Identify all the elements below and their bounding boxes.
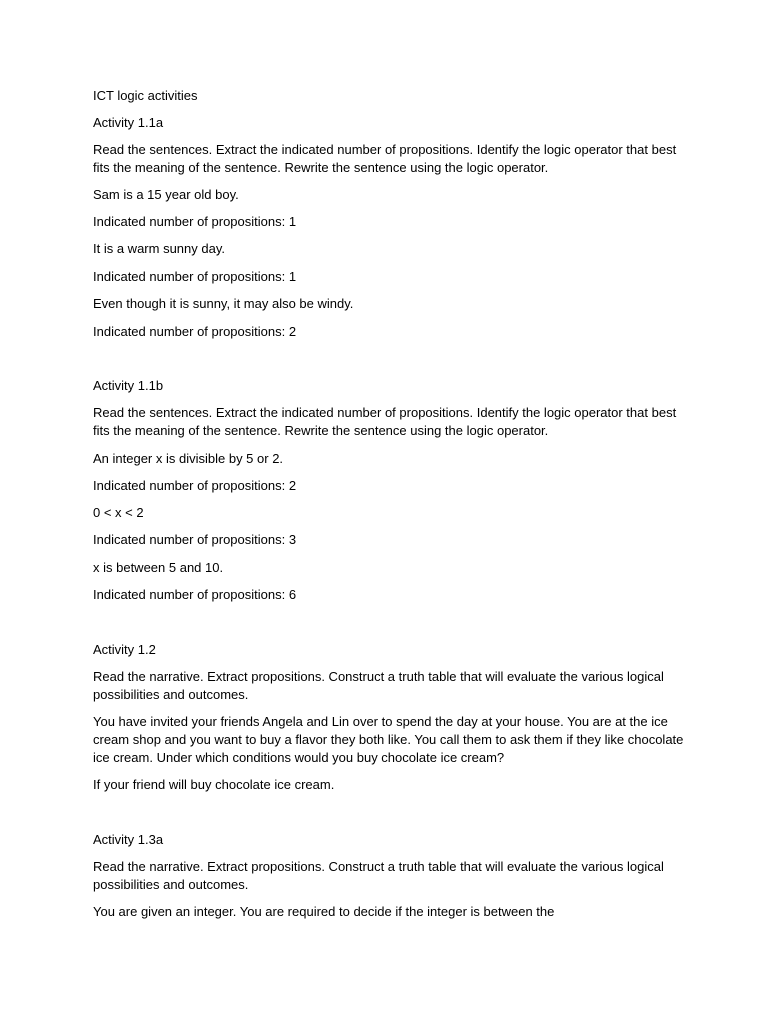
section-instructions-1-1a: Read the sentences. Extract the indicated number of propositions. Identify the logic operator that best fits the meaning of the sentence. Rewrite the sentence using the logic operator. [93,142,677,175]
section-instructions-1-3a: Read the narrative. Extract propositions. Construct a truth table that will evaluate the various logical possibilities and outcomes. [93,859,664,892]
section-heading-1-2: Activity 1.2 [93,642,156,657]
item-sentence-1-1a-2: It is a warm sunny day. [93,241,225,256]
document-title: ICT logic activities [93,88,198,103]
item-sentence-1-1b-2: 0 < x < 2 [93,505,144,520]
item-note-1-1a-3: Indicated number of propositions: 2 [93,324,297,339]
item-note-1-1a-2: Indicated number of propositions: 1 [93,269,297,284]
section-heading-1-3a: Activity 1.3a [93,832,164,847]
section-narrative-1-2: You have invited your friends Angela and Lin over to spend the day at your house. You are at the ice cream shop and you want to buy a flavor they both like. You call them to ask them if they like chocolate ice cream. Under which conditions would you buy chocolate ice cream? [93,714,684,765]
section-narrative-1-3a: You are given an integer. You are required to decide if the integer is between the [93,904,555,919]
section-heading-1-1b: Activity 1.1b [93,378,164,393]
section-instructions-1-1b: Read the sentences. Extract the indicated number of propositions. Identify the logic operator that best fits the meaning of the sentence. Rewrite the sentence using the logic operator. [93,405,677,438]
section-instructions-1-2: Read the narrative. Extract propositions. Construct a truth table that will evaluate the various logical possibilities and outcomes. [93,669,664,702]
item-note-1-1b-1: Indicated number of propositions: 2 [93,478,297,493]
item-sentence-1-1b-3: x is between 5 and 10. [93,560,224,575]
item-note-1-1a-1: Indicated number of propositions: 1 [93,214,297,229]
section-heading-1-1a: Activity 1.1a [93,115,164,130]
item-sentence-1-1a-1: Sam is a 15 year old boy. [93,187,239,202]
section-question-1-2: If your friend will buy chocolate ice cream. [93,777,335,792]
item-sentence-1-1a-3: Even though it is sunny, it may also be windy. [93,296,354,311]
item-note-1-1b-3: Indicated number of propositions: 6 [93,587,297,602]
item-sentence-1-1b-1: An integer x is divisible by 5 or 2. [93,451,284,466]
item-note-1-1b-2: Indicated number of propositions: 3 [93,532,297,547]
